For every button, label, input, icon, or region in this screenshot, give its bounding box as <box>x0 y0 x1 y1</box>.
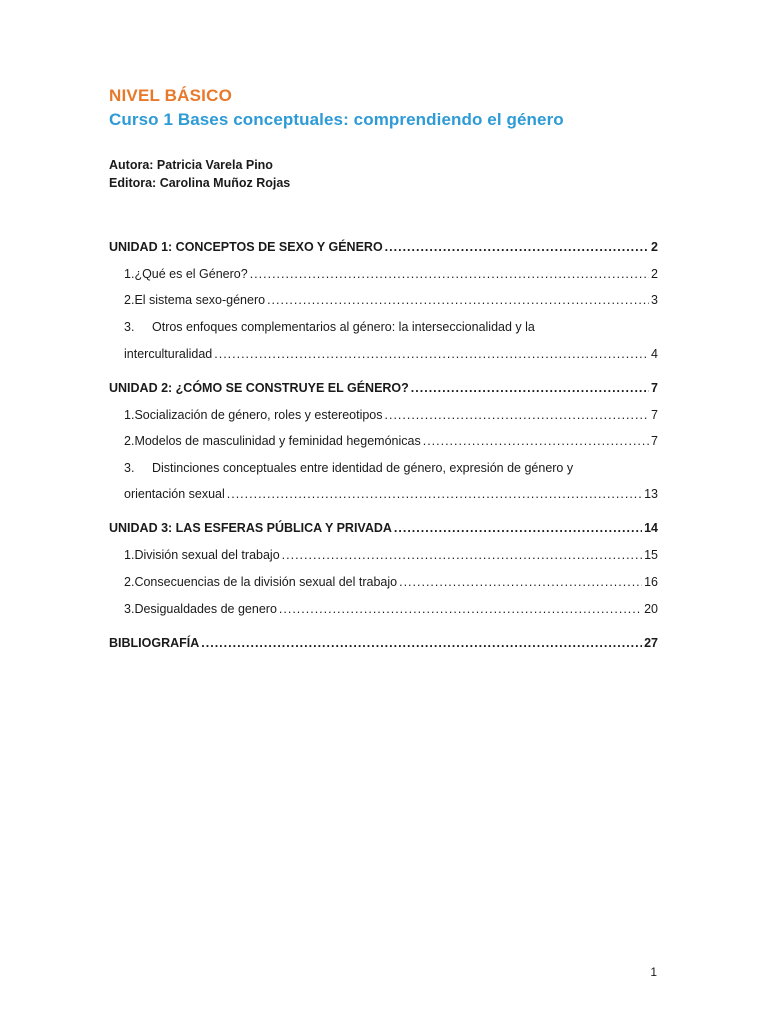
toc-entry-number: 3. <box>124 320 135 334</box>
toc-entry-1-2[interactable] <box>109 293 658 307</box>
toc-page-number: 2 <box>651 267 658 281</box>
toc-page-number: 14 <box>644 521 658 535</box>
toc-entry-title: UNIDAD 2: ¿CÓMO SE CONSTRUYE EL GÉNERO? <box>109 381 409 395</box>
toc-entry-title-continued: interculturalidad <box>124 347 213 361</box>
toc-entry-1-3-line-1[interactable] <box>109 320 658 334</box>
toc-entry-3-1[interactable] <box>109 548 658 562</box>
toc-entry-title: Desigualdades de genero <box>134 602 277 616</box>
editor-line: Editora: Carolina Muñoz Rojas <box>109 176 291 190</box>
toc-page-number: 3 <box>651 293 658 307</box>
toc-entry-title: El sistema sexo-género <box>134 293 266 307</box>
toc-page-number: 20 <box>644 602 658 616</box>
toc-entry-unit-3[interactable] <box>109 521 658 535</box>
toc-entry-title: Distinciones conceptuales entre identidad de género, expresión de género y <box>152 461 574 475</box>
toc-entry-bibliography[interactable] <box>109 636 658 650</box>
toc-entry-title: División sexual del trabajo <box>134 548 280 562</box>
toc-entry-3-3[interactable] <box>109 602 658 616</box>
author-line: Autora: Patricia Varela Pino <box>109 158 273 172</box>
toc-entry-title: Socialización de género, roles y estereotipos <box>134 408 383 422</box>
toc-entry-number: 2. <box>124 575 135 589</box>
toc-entry-number: 1. <box>124 408 135 422</box>
toc-leader-dots <box>385 240 649 254</box>
toc-leader-dots <box>394 521 642 535</box>
toc-entry-1-1[interactable] <box>109 267 658 281</box>
toc-page-number: 7 <box>651 434 658 448</box>
toc-leader-dots <box>267 293 649 307</box>
toc-entry-3-2[interactable] <box>109 575 658 589</box>
toc-entry-title-continued: orientación sexual <box>124 487 225 501</box>
toc-leader-dots <box>399 575 642 589</box>
toc-leader-dots <box>279 602 642 616</box>
toc-leader-dots <box>423 434 649 448</box>
toc-page-number: 2 <box>651 240 658 254</box>
toc-leader-dots <box>201 636 642 650</box>
toc-page-number: 7 <box>651 381 658 395</box>
page-number: 1 <box>650 965 657 979</box>
toc-entry-title: Consecuencias de la división sexual del trabajo <box>134 575 398 589</box>
toc-entry-number: 2. <box>124 434 135 448</box>
toc-entry-title: ¿Qué es el Género? <box>134 267 248 281</box>
toc-entry-title: UNIDAD 1: CONCEPTOS DE SEXO Y GÉNERO <box>109 240 383 254</box>
toc-entry-2-3-line-1[interactable] <box>109 461 658 475</box>
document-page <box>109 0 659 1024</box>
toc-entry-title: UNIDAD 3: LAS ESFERAS PÚBLICA Y PRIVADA <box>109 521 392 535</box>
toc-leader-dots <box>214 347 649 361</box>
toc-page-number: 4 <box>651 347 658 361</box>
toc-leader-dots <box>250 267 649 281</box>
toc-page-number: 27 <box>644 636 658 650</box>
toc-leader-dots <box>385 408 650 422</box>
toc-entry-2-3-line-2[interactable] <box>124 487 658 501</box>
toc-leader-dots <box>411 381 649 395</box>
toc-entry-unit-2[interactable] <box>109 381 658 395</box>
level-heading: NIVEL BÁSICO <box>109 86 232 105</box>
toc-page-number: 13 <box>644 487 658 501</box>
toc-page-number: 15 <box>644 548 658 562</box>
toc-entry-1-3-line-2[interactable] <box>124 347 658 361</box>
toc-entry-number: 3. <box>124 461 135 475</box>
toc-entry-2-2[interactable] <box>109 434 658 448</box>
toc-entry-number: 3. <box>124 602 135 616</box>
toc-page-number: 7 <box>651 408 658 422</box>
toc-entry-number: 1. <box>124 548 135 562</box>
toc-entry-title: BIBLIOGRAFÍA <box>109 636 200 650</box>
toc-leader-dots <box>227 487 642 501</box>
toc-entry-title: Otros enfoques complementarios al género: la interseccionalidad y la <box>152 320 535 334</box>
toc-page-number: 16 <box>644 575 658 589</box>
toc-entry-2-1[interactable] <box>109 408 658 422</box>
toc-leader-dots <box>282 548 642 562</box>
toc-entry-title: Modelos de masculinidad y feminidad hegemónicas <box>134 434 421 448</box>
toc-entry-unit-1[interactable] <box>109 240 658 254</box>
toc-entry-number: 1. <box>124 267 135 281</box>
course-title: Curso 1 Bases conceptuales: comprendiendo el género <box>109 110 564 129</box>
toc-entry-number: 2. <box>124 293 135 307</box>
